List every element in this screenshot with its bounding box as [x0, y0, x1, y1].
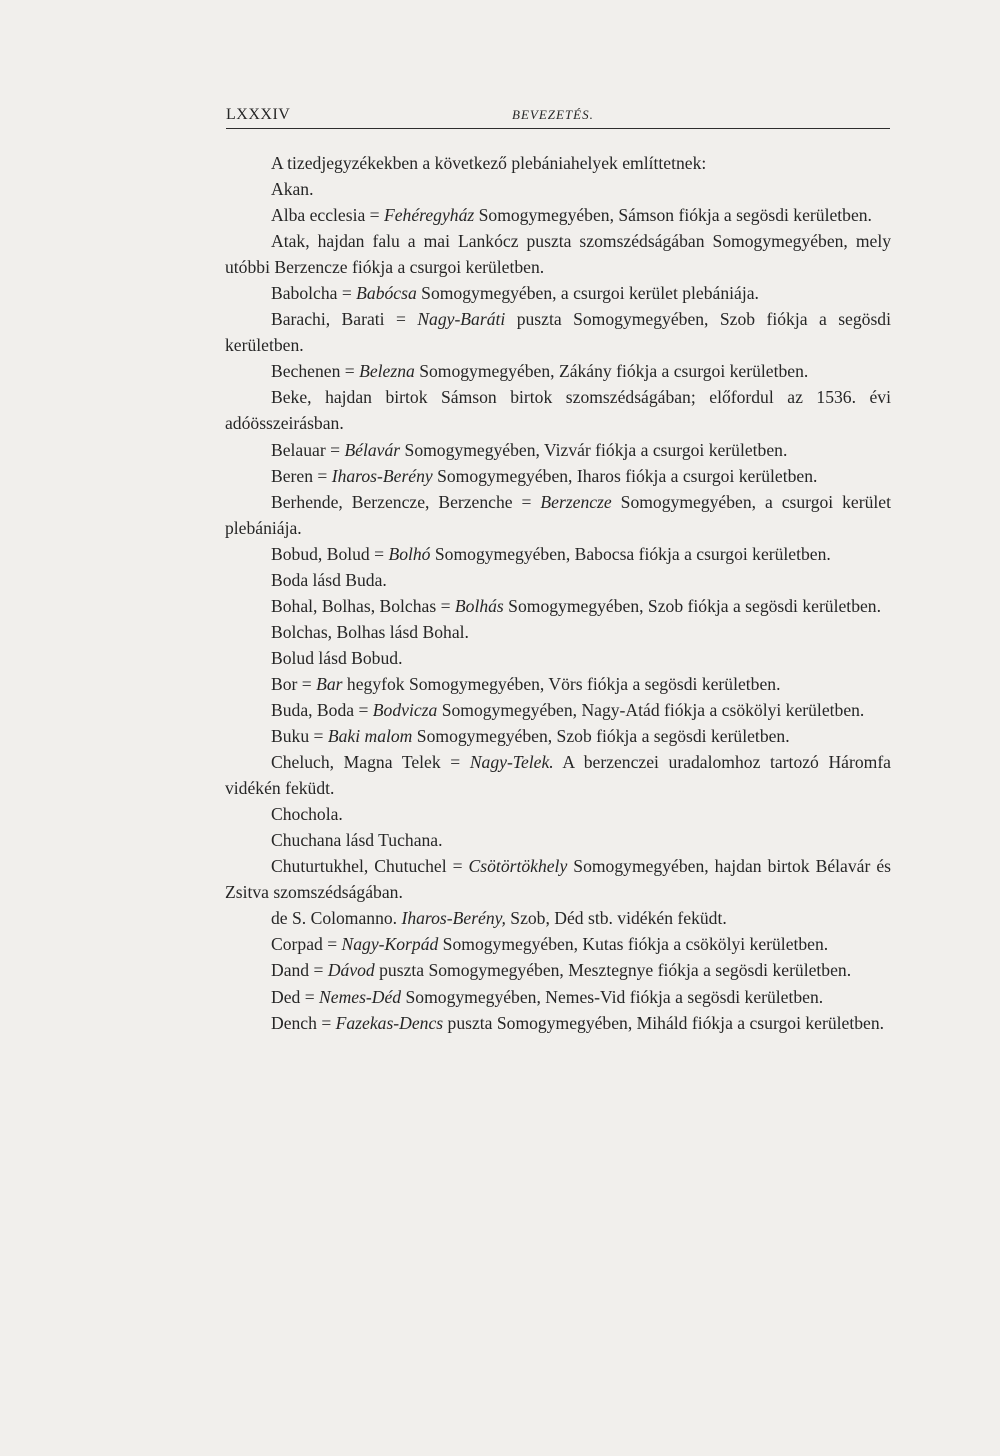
entry-text: Somogymegyében, Szob fiókja a segösdi kerületben. [412, 726, 790, 747]
entry-paragraph [225, 384, 891, 436]
entry-paragraph [225, 541, 891, 567]
entry-text: Somogymegyében, Nagy-Atád fiókja a csökölyi kerületben. [437, 699, 865, 720]
entry-text: Somogymegyében, a csurgoi kerület plebániája. [225, 491, 891, 538]
entry-text: Dench = [271, 1012, 336, 1033]
entry-paragraph [225, 1010, 891, 1036]
entry-text: Dand = [271, 960, 328, 981]
entry-text: Beren = [271, 465, 332, 486]
entry-paragraph [225, 671, 891, 697]
entry-text: Somogymegyében, Vizvár fiókja a csurgoi kerületben. [400, 439, 788, 460]
entry-text: Boda lásd Buda. [271, 569, 387, 590]
entry-paragraph [225, 358, 891, 384]
entry-text: Somogymegyében, Babocsa fiókja a csurgoi kerületben. [430, 543, 831, 564]
modern-place-name: Fehéregyház [384, 205, 475, 226]
entry-text: Beke, hajdan birtok Sámson birtok szomszédságában; előfordul az 1536. évi adóösszeirásban. [225, 387, 891, 434]
entry-paragraph [225, 489, 891, 541]
entry-text: Belauar = [271, 439, 345, 460]
entry-text: Somogymegyében, Zákány fiókja a csurgoi kerületben. [414, 361, 809, 382]
entry-text: Somogymegyében, hajdan birtok Bélavár és Zsitva szomszédságában. [225, 856, 891, 903]
modern-place-name: Iharos-Berény, [401, 908, 506, 929]
entry-text: Ded = [271, 986, 320, 1007]
modern-place-name: Csötörtökhely [468, 856, 568, 877]
modern-place-name: Dávod [327, 960, 375, 981]
modern-place-name: Bodvicza [372, 699, 438, 720]
entry-text: A tizedjegyzékekben a következő plebániahelyek említtetnek: [271, 153, 707, 173]
modern-place-name: Nagy-Korpád [341, 934, 439, 955]
entry-paragraph [225, 593, 891, 619]
intro-paragraph [225, 150, 891, 176]
entry-text: puszta Somogymegyében, Miháld fiókja a csurgoi kerületben. [443, 1012, 885, 1033]
entry-text: Somogymegyében, Kutas fiókja a csökölyi kerületben. [438, 934, 829, 955]
entry-text: Alba ecclesia = [271, 205, 384, 226]
entry-paragraph [225, 176, 891, 202]
modern-place-name: Berzencze [540, 491, 612, 512]
entry-text: puszta Somogymegyében, Mesztegnye fiókja a segösdi kerületben. [374, 960, 852, 981]
entry-text: A berzenczei uradalomhoz tartozó Háromfa vidékén feküdt. [225, 752, 891, 799]
page-number: LXXXIV [226, 106, 291, 123]
modern-place-name: Belezna [359, 361, 415, 382]
entry-text: Bolchas, Bolhas lásd Bohal. [271, 621, 469, 642]
entry-text: Buda, Boda = [271, 699, 373, 720]
entry-paragraph [225, 853, 891, 905]
entry-text: Berhende, Berzencze, Berzenche = [271, 491, 541, 512]
entry-text: Bohal, Bolhas, Bolchas = [271, 595, 455, 616]
modern-place-name: Nemes-Déd [319, 986, 402, 1007]
running-head: BEVEZETÉS. [512, 107, 594, 122]
page-header [226, 106, 890, 129]
entry-text: Chuchana lásd Tuchana. [271, 830, 443, 851]
entry-text: Barachi, Barati = [271, 309, 418, 330]
entry-text: puszta Somogymegyében, Szob fiókja a segösdi kerületben. [225, 309, 891, 356]
modern-place-name: Nagy-Baráti [417, 309, 506, 330]
entry-paragraph [225, 697, 891, 723]
entry-text: Bor = [271, 673, 317, 694]
entry-paragraph [225, 645, 891, 671]
entry-text: Somogymegyében, Sámson fiókja a segösdi kerületben. [474, 205, 872, 226]
entry-paragraph [225, 801, 891, 827]
entry-paragraph [225, 905, 891, 931]
entry-paragraph [225, 931, 891, 957]
entry-text: Bobud, Bolud = [271, 543, 389, 564]
entry-text: Bechenen = [271, 361, 360, 382]
entry-paragraph [225, 228, 891, 280]
modern-place-name: Iharos-Berény [331, 465, 433, 486]
entry-text: Bolud lásd Bobud. [271, 647, 403, 668]
entry-text: Somogymegyében, Iharos fiókja a csurgoi kerületben. [432, 465, 818, 486]
entry-text: Akan. [271, 179, 314, 200]
entry-paragraph [225, 567, 891, 593]
modern-place-name: Bélavár [344, 439, 401, 460]
entry-paragraph [225, 437, 891, 463]
modern-place-name: Bar [316, 673, 343, 694]
entry-text: Buku = [271, 726, 328, 747]
entry-paragraph [225, 306, 891, 358]
entry-paragraph [225, 749, 891, 801]
modern-place-name: Babócsa [356, 283, 417, 304]
entry-text: hegyfok Somogymegyében, Vörs fiókja a segösdi kerületben. [342, 673, 781, 694]
entry-text: Corpad = [271, 934, 342, 955]
entry-text: Babolcha = [271, 283, 357, 304]
entry-text: Somogymegyében, a csurgoi kerület plebániája. [416, 283, 759, 304]
entry-paragraph [225, 463, 891, 489]
entry-text: Chuturtukhel, Chutuchel = [271, 856, 469, 877]
entry-text: Somogymegyében, Szob fiókja a segösdi kerületben. [503, 595, 881, 616]
entry-paragraph [225, 619, 891, 645]
entry-paragraph [225, 280, 891, 306]
entry-text: Chochola. [271, 804, 343, 825]
entry-text: Szob, Déd stb. vidékén feküdt. [505, 908, 727, 929]
modern-place-name: Fazekas-Dencs [335, 1012, 444, 1033]
entry-paragraph [225, 984, 891, 1010]
entry-text: Atak, hajdan falu a mai Lankócz puszta szomszédságában Somogymegyében, mely utóbbi Berzencze fiókja a csurgoi kerületben. [225, 231, 891, 278]
entry-text: de S. Colomanno. [271, 908, 402, 929]
entry-paragraph [225, 957, 891, 983]
modern-place-name: Bolhás [454, 595, 504, 616]
modern-place-name: Baki malom [327, 726, 413, 747]
entry-text: Cheluch, Magna Telek = [271, 752, 470, 773]
entry-text: Somogymegyében, Nemes-Vid fiókja a segösdi kerületben. [401, 986, 824, 1007]
entry-paragraph [225, 827, 891, 853]
modern-place-name: Bolhó [388, 543, 431, 564]
entry-list [225, 150, 891, 1036]
entry-paragraph [225, 723, 891, 749]
entry-paragraph [225, 202, 891, 228]
modern-place-name: Nagy-Telek. [469, 752, 554, 773]
